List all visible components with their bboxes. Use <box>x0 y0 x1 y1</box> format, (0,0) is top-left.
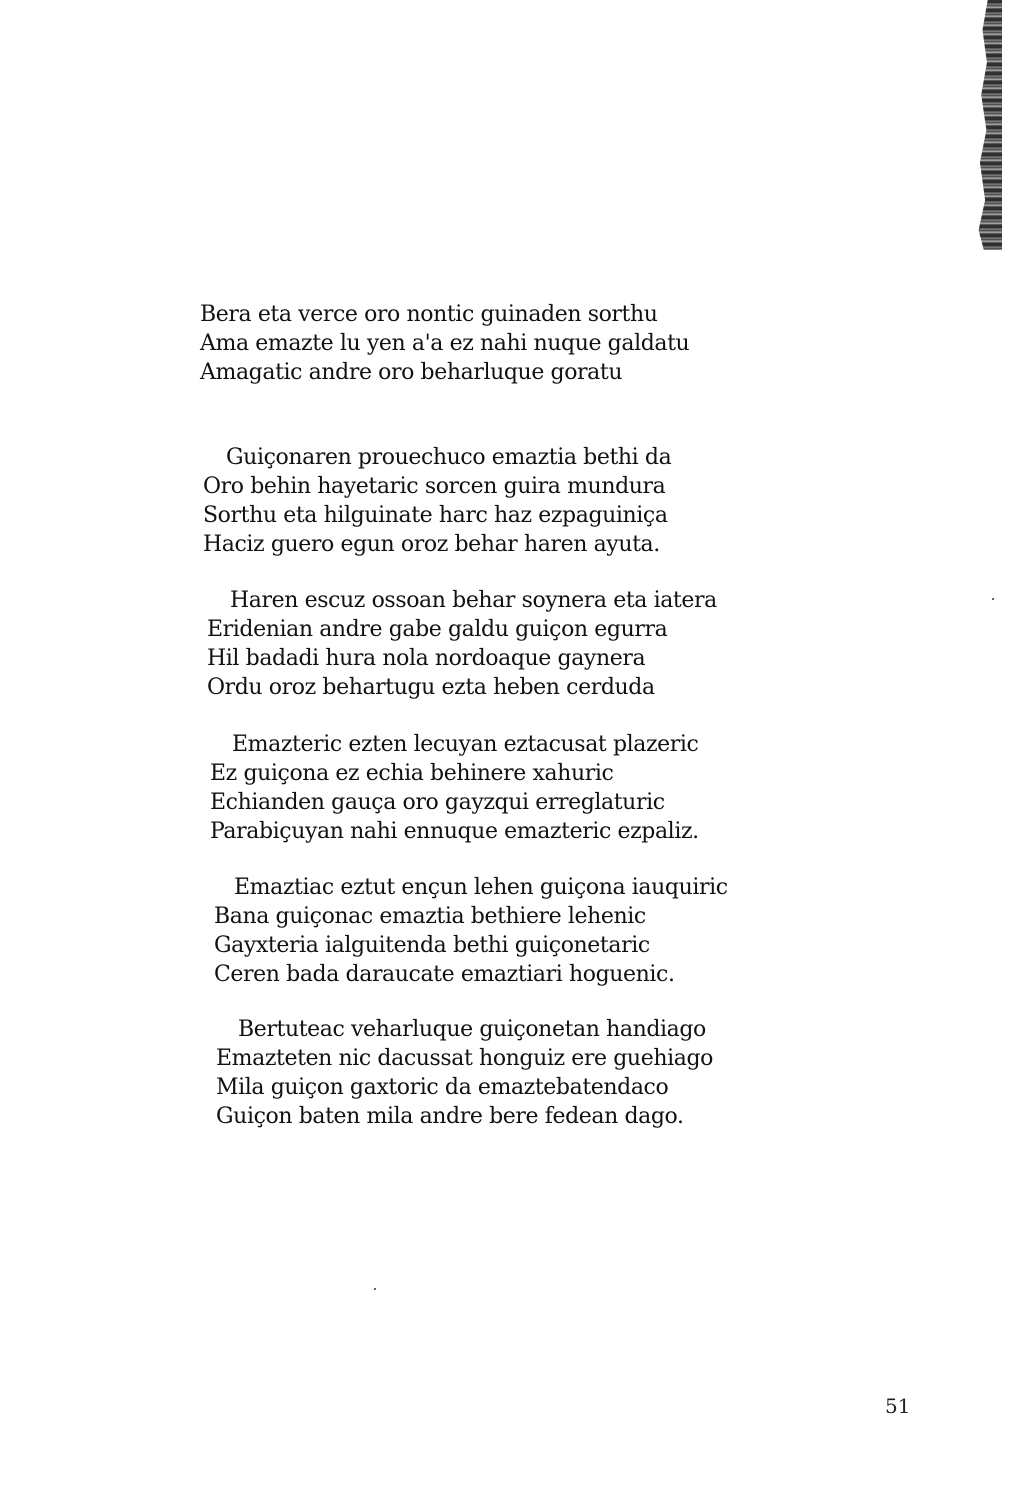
poem-line: Oro behin hayetaric sorcen guira mundura <box>203 474 666 499</box>
poem-line: Eridenian andre gabe galdu guiçon egurra <box>207 617 668 642</box>
poem-line: Ama emazte lu yen a'a ez nahi nuque galdatu <box>200 331 690 356</box>
poem-line: Echianden gauça oro gayzqui erreglaturic <box>210 790 665 815</box>
poem-line: Bana guiçonac emaztia bethiere lehenic <box>214 904 646 929</box>
poem-line: Emazteric ezten lecuyan eztacusat plazeric <box>232 732 699 757</box>
poem-line: Amagatic andre oro beharluque goratu <box>200 360 623 385</box>
poem-line: Mila guiçon gaxtoric da emaztebatendaco <box>216 1075 669 1100</box>
poem-line: Haren escuz ossoan behar soynera eta iatera <box>230 588 717 613</box>
poem-line: Gayxteria ialguitenda bethi guiçonetaric <box>214 933 650 958</box>
poem-line: Emaztiac eztut ençun lehen guiçona iauquiric <box>234 875 728 900</box>
page-number: 51 <box>885 1394 911 1418</box>
poem-line: Bertuteac veharluque guiçonetan handiago <box>238 1017 706 1042</box>
poem-line: Ordu oroz behartugu ezta heben cerduda <box>207 675 655 700</box>
poem-line: Guiçon baten mila andre bere fedean dago. <box>216 1104 684 1129</box>
poem-line: Parabiçuyan nahi ennuque emazteric ezpaliz. <box>210 819 699 844</box>
poem-line: Emazteten nic dacussat honguiz ere guehiago <box>216 1046 713 1071</box>
poem-line: Hil badadi hura nola nordoaque gaynera <box>207 646 646 671</box>
scan-speck <box>374 1288 376 1290</box>
scan-speck <box>992 598 994 600</box>
poem-line: Sorthu eta hilguinate harc haz ezpaguiniça <box>203 503 668 528</box>
poem-line: Ceren bada daraucate emaztiari hoguenic. <box>214 962 675 987</box>
poem-line: Ez guiçona ez echia behinere xahuric <box>210 761 614 786</box>
poem-line: Haciz guero egun oroz behar haren ayuta. <box>203 532 660 557</box>
poem-line: Bera eta verce oro nontic guinaden sorthu <box>200 302 658 327</box>
poem-line: Guiçonaren prouechuco emaztia bethi da <box>226 445 672 470</box>
